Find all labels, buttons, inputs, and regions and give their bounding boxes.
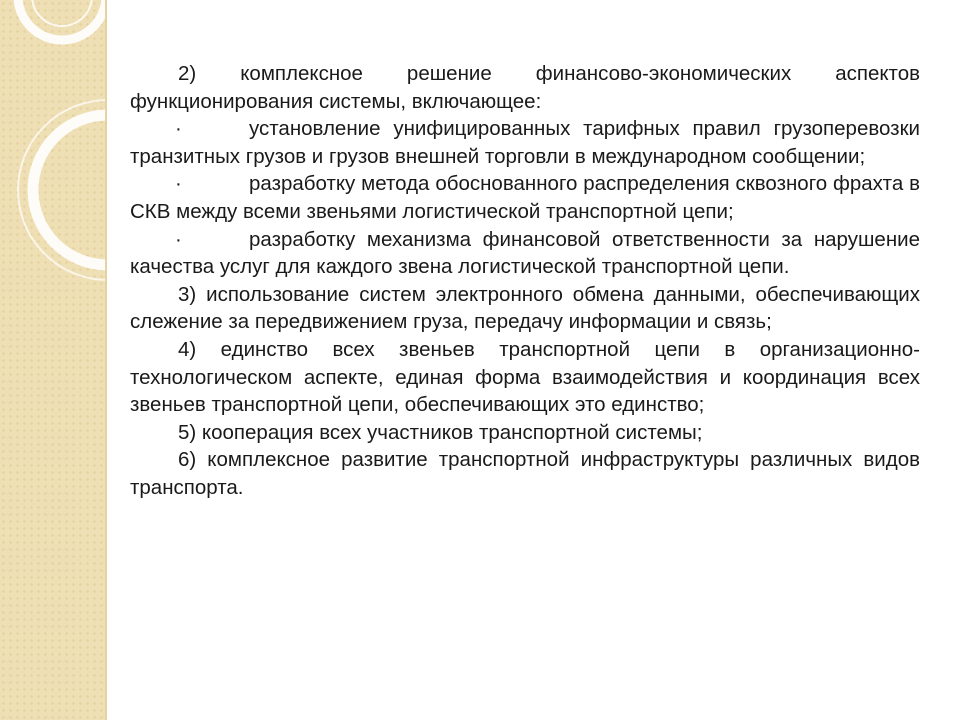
bullet-item-liability [130,226,920,281]
paragraph-text: 2) комплексное решение финансово-экономических аспектов функционирования системы, включающее: [130,62,920,113]
paragraph-item-2 [130,60,920,115]
paragraph-item-4 [130,336,920,419]
paragraph-item-6 [130,446,920,501]
bullet-text: разработку метода обоснованного распределения сквозного фрахта в СКВ между всеми звеньями логистической транспортной цепи; [130,172,920,223]
band-edge-line [105,0,107,720]
paragraph-item-5 [130,419,920,447]
bullet-text: установление унифицированных тарифных правил грузоперевозки транзитных грузов и грузов внешней торговли в международном сообщении; [130,117,920,168]
bullet-text: разработку механизма финансовой ответственности за нарушение качества услуг для каждого звена логистической транспортной цепи. [130,227,920,279]
bullet-marker: · [175,117,182,141]
bullet-item-freight [130,170,920,225]
decorative-rings [0,0,107,720]
decorative-side-band [0,0,107,720]
paragraph-item-3 [130,281,920,336]
bullet-item-tariffs [130,115,920,170]
paragraph-text: 5) кооперация всех участников транспортной системы; [178,420,703,444]
bullet-marker: · [175,227,182,251]
slide-body [130,60,920,502]
paragraph-text: 4) единство всех звеньев транспортной цепи в организационно-технологическом аспекте, единая форма взаимодействия и координация всех звеньев транспортной цепи, обеспечивающих это единство; [130,337,920,417]
paragraph-text: 3) использование систем электронного обмена данными, обеспечивающих слежение за передвижением груза, передачу информации и связь; [130,282,920,334]
paragraph-text: 6) комплексное развитие транспортной инфраструктуры различных видов транспорта. [130,448,920,499]
bullet-marker: · [175,172,182,196]
